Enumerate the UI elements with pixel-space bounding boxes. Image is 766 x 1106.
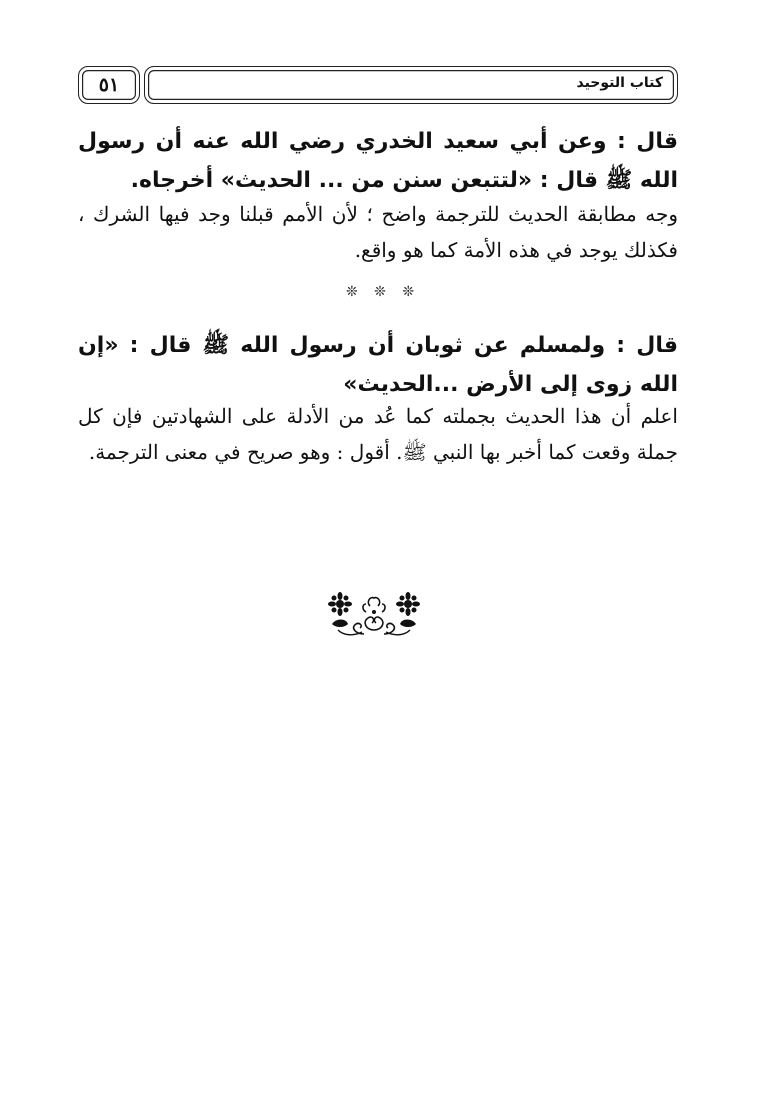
book-title: كتاب التوحيد bbox=[576, 75, 663, 91]
commentary-2: اعلم أن هذا الحديث بجملته كما عُد من الأدلة على الشهادتين فإن كل جملة وقعت كما أخبر بها النبي ﷺ. أقول : وهو صريح في معنى الترجمة. bbox=[78, 404, 678, 464]
section-separator: ❊ ❊ ❊ bbox=[345, 284, 421, 300]
hadith-text-2: قال : ولمسلم عن ثوبان أن رسول الله ﷺ قال : «إن الله زوى إلى الأرض ...الحديث» bbox=[78, 333, 678, 397]
page-number-box bbox=[78, 66, 140, 104]
hadith-text-1: قال : وعن أبي سعيد الخدري رضي الله عنه أن رسول الله ﷺ قال : «لتتبعن سنن من ... الحديث» أخرجاه. bbox=[78, 129, 678, 193]
page-header bbox=[78, 66, 678, 104]
running-title-box bbox=[144, 66, 678, 104]
page-number: ٥١ bbox=[98, 74, 120, 96]
floral-ornament-icon bbox=[326, 590, 422, 638]
commentary-1: وجه مطابقة الحديث للترجمة واضح ؛ لأن الأمم قبلنا وجد فيها الشرك ، فكذلك يوجد في هذه الأمة كما هو واقع. bbox=[78, 202, 678, 262]
